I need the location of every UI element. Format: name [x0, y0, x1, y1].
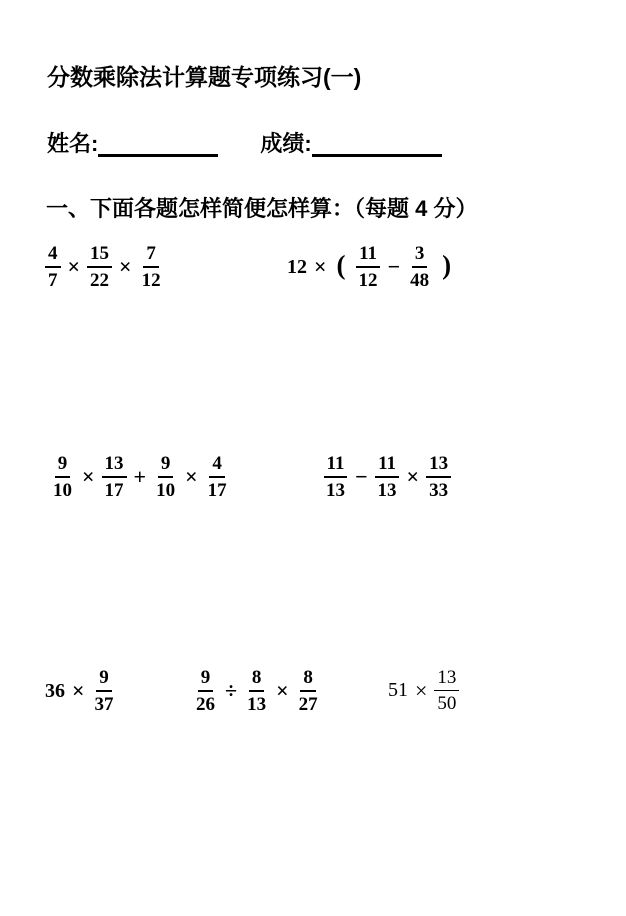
- operator: ×: [415, 677, 428, 703]
- numerator: 11: [375, 454, 399, 478]
- numerator: 15: [87, 244, 112, 268]
- numerator: 11: [356, 244, 380, 268]
- expression-4: [323, 454, 451, 500]
- fraction: [356, 244, 381, 290]
- fraction: [375, 454, 400, 500]
- denominator: 12: [358, 270, 378, 291]
- denominator: 13: [377, 480, 397, 501]
- operator: ×: [406, 464, 420, 489]
- numerator: 13: [434, 668, 459, 691]
- operator: ×: [72, 678, 85, 703]
- page-title: 分数乘除法计算题专项练习(一): [47, 64, 362, 90]
- operator: ×: [119, 254, 132, 279]
- denominator: 12: [141, 270, 161, 291]
- operator: +: [133, 464, 147, 489]
- integer: 51: [388, 679, 408, 701]
- name-label: 姓名:: [47, 131, 99, 156]
- denominator: 37: [94, 694, 114, 715]
- denominator: 10: [53, 480, 72, 501]
- operator: −: [387, 254, 401, 279]
- numerator: 3: [412, 244, 428, 268]
- denominator: 17: [207, 480, 227, 501]
- denominator: 50: [437, 693, 457, 714]
- denominator: 10: [156, 480, 176, 501]
- numerator: 4: [209, 454, 225, 478]
- expression-2: [287, 244, 454, 290]
- score-label: 成绩:: [260, 131, 312, 156]
- expression-1: [45, 244, 164, 290]
- operator: ×: [276, 678, 289, 703]
- denominator: 13: [247, 694, 267, 715]
- operator: ×: [82, 464, 95, 489]
- fraction: [244, 668, 269, 714]
- fraction: [296, 668, 321, 714]
- expression-5: [45, 668, 117, 714]
- operator: ×: [185, 464, 198, 489]
- fraction: [92, 668, 117, 714]
- fraction: [45, 244, 61, 290]
- operator: ×: [314, 254, 327, 279]
- expression-3: [50, 454, 230, 500]
- fraction: [434, 668, 459, 713]
- numerator: 9: [158, 454, 174, 478]
- parenthesis: ): [442, 249, 452, 280]
- denominator: 33: [429, 480, 449, 501]
- numerator: 11: [324, 454, 348, 478]
- name-score-row: [47, 131, 442, 157]
- fraction: [323, 454, 348, 500]
- fraction: [139, 244, 164, 290]
- section-heading: 一、下面各题怎样简便怎样算：（每题 4 分）: [46, 196, 478, 221]
- numerator: 8: [249, 668, 265, 692]
- numerator: 13: [102, 454, 127, 478]
- fraction: [153, 454, 178, 500]
- denominator: 13: [326, 480, 345, 501]
- integer: 36: [45, 679, 65, 702]
- expression-7: [388, 668, 459, 713]
- integer: 12: [287, 255, 307, 278]
- denominator: 27: [298, 694, 318, 715]
- numerator: 9: [55, 454, 71, 478]
- numerator: 7: [143, 244, 159, 268]
- numerator: 9: [96, 668, 112, 692]
- denominator: 48: [410, 270, 430, 291]
- operator: ÷: [225, 678, 238, 703]
- numerator: 8: [300, 668, 316, 692]
- operator: −: [355, 464, 368, 489]
- denominator: 17: [104, 480, 124, 501]
- expression-6: [193, 668, 321, 714]
- fraction: [193, 668, 218, 714]
- fraction: [407, 244, 432, 290]
- numerator: 9: [198, 668, 214, 692]
- operator: ×: [67, 254, 81, 279]
- fraction: [426, 454, 451, 500]
- score-blank-field[interactable]: [312, 132, 442, 157]
- fraction: [50, 454, 75, 500]
- parenthesis: (: [336, 249, 346, 280]
- fraction: [102, 454, 127, 500]
- denominator: 26: [196, 694, 215, 715]
- fraction: [205, 454, 230, 500]
- fraction: [87, 244, 112, 290]
- numerator: 13: [426, 454, 451, 478]
- denominator: 22: [90, 270, 110, 291]
- name-blank-field[interactable]: [98, 132, 218, 157]
- denominator: 7: [48, 270, 58, 291]
- numerator: 4: [45, 244, 61, 268]
